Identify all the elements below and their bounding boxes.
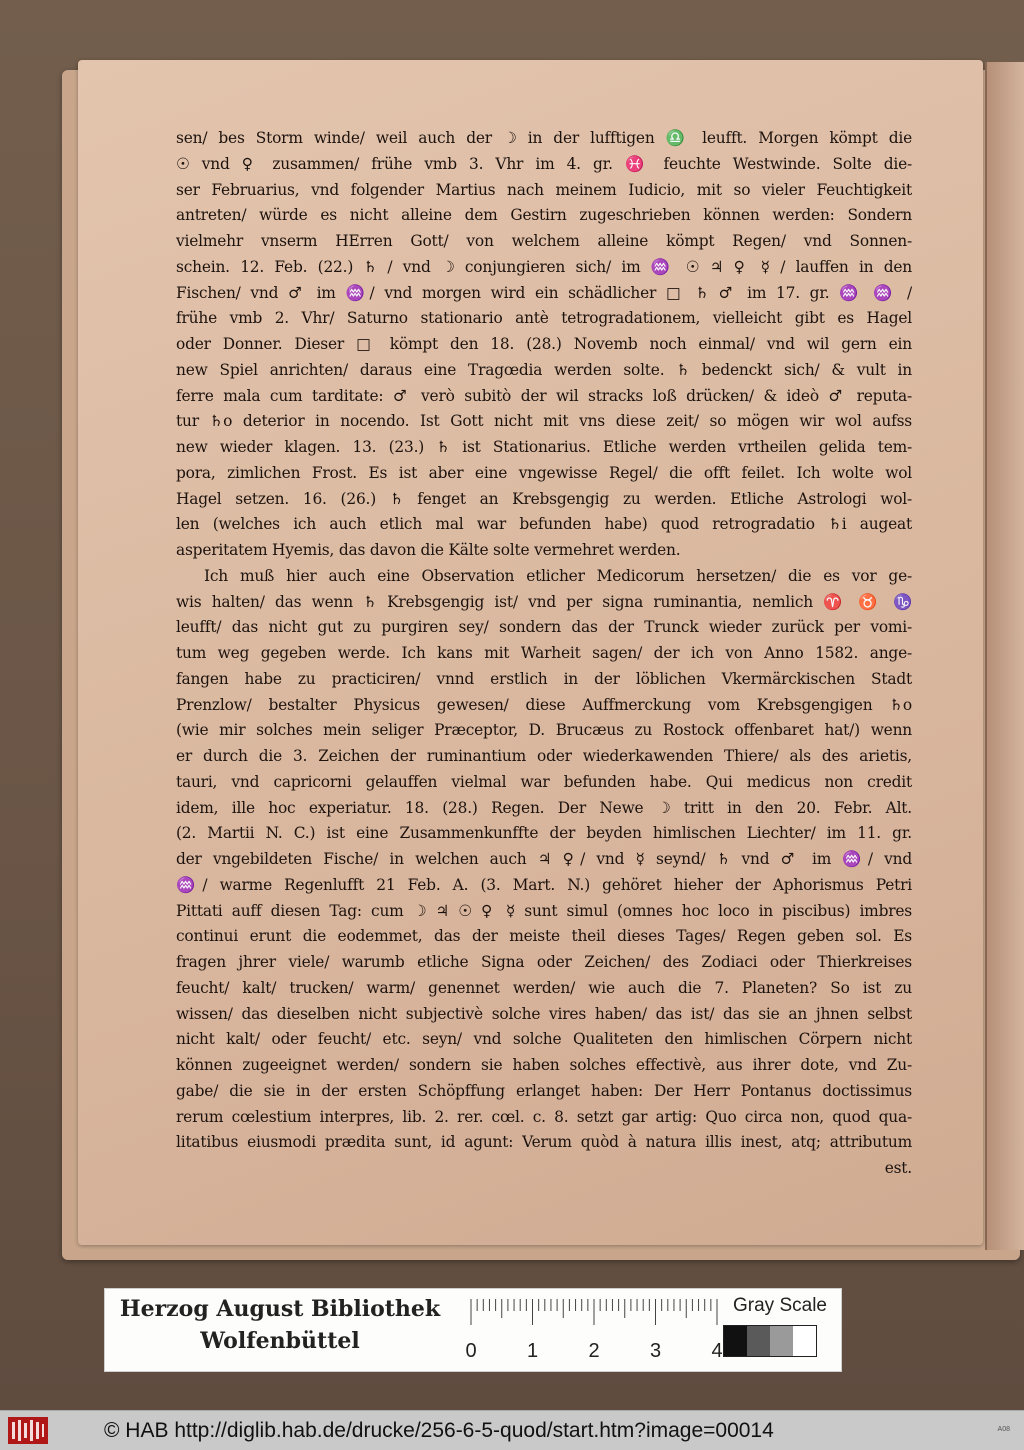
text-line: len (welches ich auch etlich mal war befunden habe) quod retrogradatio ♄i augeat: [176, 515, 912, 534]
text-line: (wie mir solches mein seliger Præceptor, D. Brucæus zu Rostock offenbaret hat/) wenn: [176, 721, 912, 740]
text-line: schein. 12. Feb. (22.) ♄ / vnd ☽ conjungieren sich/ im ♒ ☉ ♃ ♀ ☿ / lauffen in den: [176, 257, 912, 276]
text-line: frühe vmb 2. Vhr/ Saturno stationario antè tetrogradationem, vielleicht gibt es Hagel: [176, 309, 912, 328]
text-line: er durch die 3. Zeichen der ruminantium oder wiederkawenden Thiere/ als des arietis,: [176, 747, 912, 765]
text-line: Pittati auff diesen Tag: cum ☽ ♃ ☉ ♀ ☿ sunt simul (omnes hoc loco in piscibus) imbres: [176, 901, 912, 920]
right-page-edge: [985, 62, 1024, 1250]
gray-scale-label: Gray Scale: [733, 1295, 827, 1316]
ruler-label: 2: [588, 1340, 600, 1362]
text-line: est.: [884, 1159, 912, 1177]
ruler-ticks: [471, 1299, 717, 1325]
text-line: nicht kalt/ oder feucht/ etc. seyn/ vnd solche Qualiteten den himlischen Cörpern nicht: [176, 1030, 912, 1049]
text-line: asperitatem Hyemis, das davon die Kälte solte vermehret werden.: [176, 541, 681, 559]
gray-scale-swatches: [723, 1325, 817, 1357]
text-line: antreten/ würde es nicht alleine dem Gestirn zugeschrieben können werden: Sondern: [176, 206, 912, 225]
text-line: pora, zimlichen Frost. Es ist aber eine vngewisse Regel/ die offt feilet. Ich wolte wol: [176, 463, 912, 482]
text-line: sen/ bes Storm winde/ weil auch der ☽ in der lufftigen ♎ leufft. Morgen kömpt die: [176, 129, 912, 147]
page-text: [176, 126, 912, 1182]
text-line: fangen habe zu practiciren/ vnnd erstlich in der löblichen Vkermärckischen Stadt: [176, 669, 912, 688]
text-line: idem, ille hoc experiatur. 18. (28.) Regen. Der Newe ☽ tritt in den 20. Febr. Alt.: [176, 798, 912, 817]
text-line: continui erunt die eodemmet, das der meiste theil dieses Tages/ Regen geben sol. Es: [176, 927, 912, 946]
hab-logo-icon: [8, 1417, 48, 1444]
text-line: tauri, vnd capricorni gelauffen vielmal war befunden habe. Qui medicus non credit: [176, 772, 912, 791]
text-line: oder Donner. Dieser □ kömpt den 18. (28.) Novemb noch einmal/ vnd wil gern ein: [176, 335, 912, 353]
footer-bar: [0, 1410, 1024, 1450]
library-name: Herzog August Bibliothek: [119, 1296, 441, 1322]
text-line: vielmehr vnserm HErren Gott/ von welchem alleine kömpt Regen/ vnd Sonnen-: [176, 232, 912, 250]
library-city: Wolfenbüttel: [200, 1328, 360, 1354]
ruler-label: 3: [649, 1340, 662, 1362]
text-line: können zugeeignet werden/ sondern sie haben solches effectivè, aus ihrer dote, vnd Zu-: [176, 1056, 912, 1074]
measurement-ruler: [453, 1293, 723, 1369]
gray-swatch: [747, 1326, 770, 1356]
text-line: Prenzlow/ bestalter Physicus gewesen/ diese Auffmerckung vom Krebsgengigen ♄o: [176, 695, 912, 714]
text-line: Hagel setzen. 16. (26.) ♄ fenget an Krebsgengig zu werden. Etliche Astrologi wol-: [176, 489, 912, 508]
text-line: feucht/ kalt/ trucken/ warm/ genennet werden/ wie auch die 7. Planeten? So ist zu: [176, 978, 912, 997]
text-line: wissen/ das dieselben nicht subjectivè solche vires haben/ das ist/ das sie an jhnen selbst: [176, 1004, 912, 1023]
gray-swatch: [793, 1326, 816, 1356]
text-line: ☉ vnd ♀ zusammen/ frühe vmb 3. Vhr im 4. gr. ♓ feuchte Westwinde. Solte die-: [176, 154, 912, 173]
library-color-card: [104, 1288, 842, 1372]
text-line: new Spiel anrichten/ daraus eine Tragœdia werden solte. ♄ bedenckt sich/ & vult in: [176, 360, 912, 379]
footer-mark: A08: [997, 1426, 1010, 1433]
text-line: new wieder klagen. 13. (23.) ♄ ist Stationarius. Etliche werden vrtheilen gelida tem-: [176, 438, 912, 456]
text-line: litatibus eiusmodi prædita sunt, id agunt: Verum quòd à natura illis inest, atq; attributum: [176, 1133, 912, 1152]
gray-swatch: [724, 1326, 747, 1356]
text-line: der vngebildeten Fische/ in welchen auch ♃ ♀/ vnd ☿ seynd/ ♄ vnd ♂ im ♒/ vnd: [176, 850, 912, 868]
ruler-label: 0: [465, 1340, 477, 1362]
ruler-label: 4: [711, 1340, 723, 1362]
text-line: tur ♄o deterior in nocendo. Ist Gott nicht mit vns diese zeit/ so mögen wir wol aufss: [176, 412, 912, 431]
text-line: leufft/ das nicht gut zu purgiren sey/ sondern das der Trunck wieder zurück per vomi-: [176, 618, 912, 637]
copyright-url[interactable]: © HAB http://diglib.hab.de/drucke/256-6-5-quod/start.htm?image=00014: [104, 1419, 774, 1442]
ruler-label: 1: [526, 1340, 539, 1362]
text-line: tum weg gegeben werde. Ich kans mit Warheit sagen/ der ich von Anno 1582. ange-: [176, 644, 912, 662]
text-line: ferre mala cum tarditate: ♂ verò subitò der wil stracks loß drücken/ & ideò ♂ reputa-: [176, 386, 912, 405]
text-line: ♒/ warme Regenlufft 21 Feb. A. (3. Mart. N.) gehöret hieher der Aphorismus Petri: [176, 875, 912, 894]
gray-swatch: [770, 1326, 793, 1356]
text-line: Fischen/ vnd ♂ im ♒/ vnd morgen wird ein schädlicher □ ♄ ♂ im 17. gr. ♒ ♒ /: [176, 283, 912, 302]
text-line: wis halten/ das wenn ♄ Krebsgengig ist/ vnd per signa ruminantia, nemlich ♈ ♉ ♑: [176, 592, 912, 611]
text-line: (2. Martii N. C.) ist eine Zusammenkunffte der beyden himlischen Liechter/ im 11. gr.: [176, 824, 912, 843]
ruler-labels: [465, 1340, 722, 1362]
text-line: fragen jhrer viele/ warumb etliche Signa oder Zeichen/ des Zodiaci oder Thierkreises: [176, 953, 912, 971]
text-line: Ich muß hier auch eine Observation etlicher Medicorum hersetzen/ die es vor ge-: [204, 566, 912, 585]
text-line: ser Februarius, vnd folgender Martius nach meinem Iudicio, mit so vieler Feuchtigkeit: [176, 180, 912, 199]
text-line: rerum cœlestium interpres, lib. 2. rer. cœl. c. 8. setzt gar artig: Quo circa non, quod qua-: [176, 1107, 912, 1126]
text-line: gabe/ die sie in der ersten Schöpffung erlanget haben: Der Herr Pontanus doctissimus: [176, 1081, 912, 1100]
